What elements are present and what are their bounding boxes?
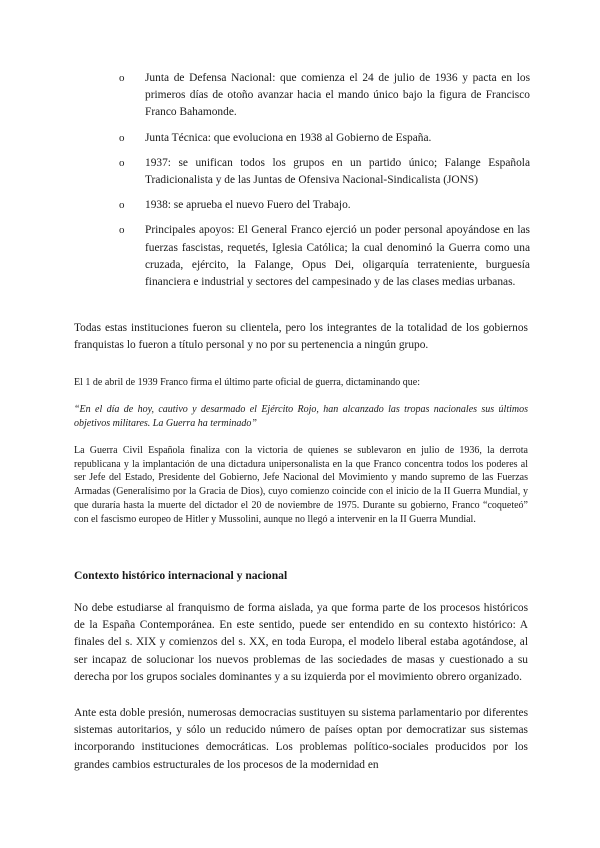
list-item-text: 1938: se aprueba el nuevo Fuero del Trabajo. <box>145 199 351 212</box>
bullet-list <box>117 70 530 299</box>
list-item-text: Principales apoyos: El General Franco ejerció un poder personal apoyándose en las fuerzas fascistas, requetés, Iglesia Católica; la cual denominó la Guerra como una cruzada, ejército, la Falange, Opus Dei, oligarquía terrateniente, burguesía financiera e industrial y sectores del campesinado y de las clases medias urbanas. <box>145 224 530 289</box>
paragraph-presion: Ante esta doble presión, numerosas democracias sustituyen su sistema parlamentario por diferentes sistemas autoritarios, y sólo un reducido número de países optan por democratizar sus sistemas incorporando instituciones democráticas. Los problemas político-sociales producidos por los grandes cambios estructurales de los procesos de la modernidad en <box>74 707 528 771</box>
list-item <box>117 70 530 122</box>
paragraph-guerra-civil: La Guerra Civil Española finaliza con la victoria de quienes se sublevaron en julio de 1936, la derrota republicana y la implantación de una dictadura unipersonalista en la que Franco concentra todos los poderes al ser Jefe del Estado, Presidente del Gobierno, Jefe Nacional del Movimiento y mando supremo de las Fuerzas Armadas (Generalísimo por la Gracia de Dios), cuyo comienzo coincide con el inicio de la II Guerra Mundial, y que duraría hasta la muerte del dictador el 20 de noviembre de 1975. Durante su gobierno, Franco “coqueteó” con el fascismo europeo de Hitler y Mussolini, aunque no llegó a intervenir en la II Guerra Mundial. <box>74 445 528 525</box>
list-item <box>117 222 530 291</box>
list-item <box>117 155 530 189</box>
section-heading: Contexto histórico internacional y nacional <box>74 569 288 582</box>
bullet-marker: o <box>119 131 125 144</box>
bullet-marker: o <box>119 199 125 212</box>
list-item-text: 1937: se unifican todos los grupos en un partido único; Falange Española Tradicionalista y de las Juntas de Ofensiva Nacional-Sindicalista (JONS) <box>145 156 530 187</box>
paragraph-contexto: No debe estudiarse al franquismo de forma aislada, ya que forma parte de los procesos históricos de la España Contemporánea. En este sentido, puede ser entendido en su contexto histórico: A finales del s. XIX y comienzos del s. XX, en toda Europa, el modelo liberal estaba agotándose, al ser incapaz de solucionar los nuevos problemas de las sociedades de masas y cuestionado a su derecha por los grupos sociales dominantes y a su izquierda por el movimiento obrero organizado. <box>74 602 528 683</box>
paragraph-clientela: Todas estas instituciones fueron su clientela, pero los integrantes de la totalidad de los gobiernos franquistas lo fueron a título personal y no por su pertenencia a ningún grupo. <box>74 322 528 352</box>
paragraph-parte-guerra: El 1 de abril de 1939 Franco firma el último parte oficial de guerra, dictaminando que: <box>74 377 420 388</box>
bullet-marker: o <box>119 72 125 84</box>
quote-parte-guerra: “En el día de hoy, cautivo y desarmado el Ejército Rojo, han alcanzado las tropas nacionales sus últimos objetivos militares. La Guerra ha terminado” <box>74 404 528 429</box>
list-item-text: Junta Técnica: que evoluciona en 1938 al Gobierno de España. <box>145 131 432 144</box>
list-item-text: Junta de Defensa Nacional: que comienza el 24 de julio de 1936 y pacta en los primeros días de otoño avanzar hacia el mando único bajo la figura de Francisco Franco Bahamonde. <box>145 72 530 119</box>
list-item <box>117 197 530 214</box>
bullet-marker: o <box>119 224 125 237</box>
list-item <box>117 130 530 147</box>
bullet-marker: o <box>119 156 125 169</box>
